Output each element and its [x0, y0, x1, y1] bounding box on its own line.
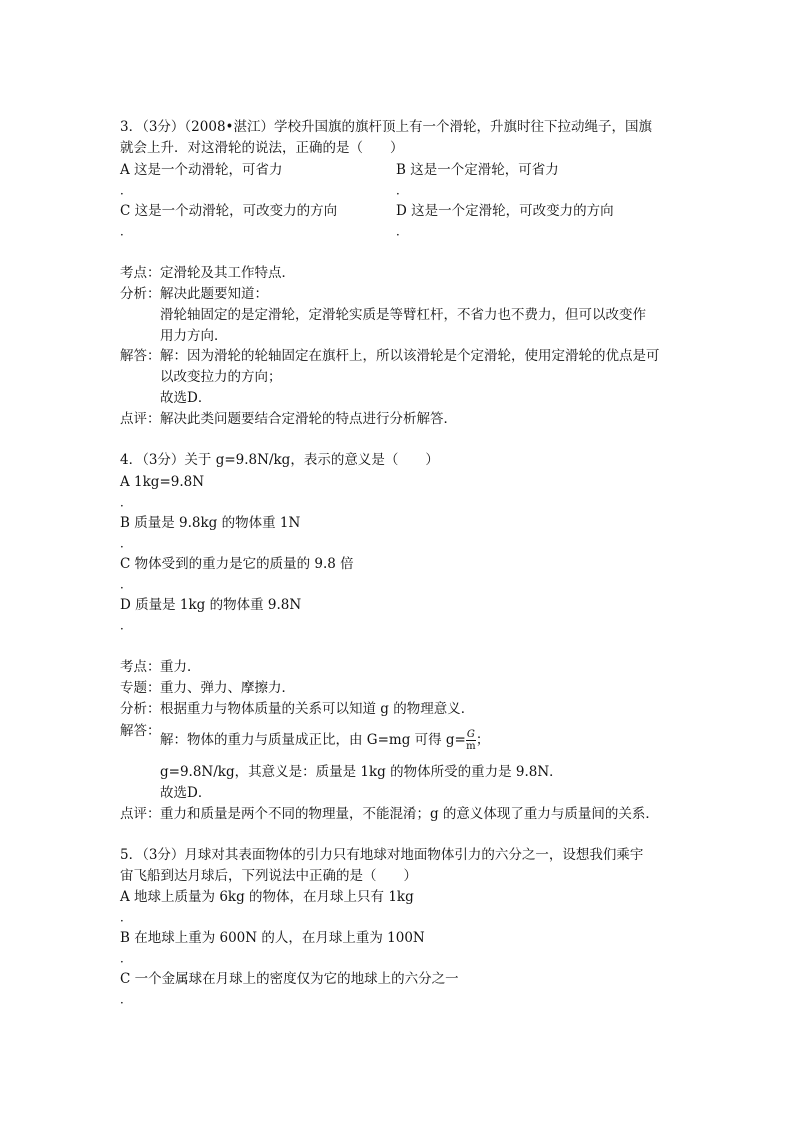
- q4-option-d-dot: ．: [120, 618, 133, 632]
- q4-option-c: C 物体受到的重力是它的质量的 9.8 倍: [120, 556, 354, 572]
- q3-fenxi-line3: 用力方向．: [160, 328, 228, 344]
- q4-option-c-dot: ．: [120, 577, 133, 591]
- q4-kaodian-text: 重力．: [160, 659, 201, 675]
- q4-option-a-dot: ．: [120, 495, 133, 509]
- q4-jieda-line1-suffix: ；: [475, 732, 490, 748]
- q3-option-d: D 这是一个定滑轮，可改变力的方向: [396, 203, 614, 219]
- g-fraction: [466, 729, 476, 752]
- q3-jieda-line1: 解：因为滑轮的轮轴固定在旗杆上，所以该滑轮是个定滑轮，使用定滑轮的优点是可: [160, 348, 660, 364]
- q3-option-b: B 这是一个定滑轮，可省力: [396, 162, 559, 178]
- q4-option-d: D 质量是 1kg 的物体重 9.8N: [120, 597, 302, 613]
- q4-dianping-text: 重力和质量是两个不同的物理量，不能混淆；g 的意义体现了重力与质量间的关系．: [160, 806, 659, 822]
- q4-kaodian-label: 考点：: [120, 659, 161, 675]
- q5-option-a-dot: ．: [120, 910, 133, 924]
- q3-jieda-line2: 以改变拉力的方向；: [160, 369, 282, 385]
- q4-zhuanti-label: 专题：: [120, 680, 161, 696]
- q3-dianping-label: 点评：: [120, 411, 161, 427]
- q5-option-c-dot: ．: [120, 992, 133, 1006]
- q4-fenxi-text: 根据重力与物体质量的关系可以知道 g 的物理意义．: [160, 701, 475, 717]
- q4-zhuanti-text: 重力、弹力、摩擦力．: [160, 680, 295, 696]
- q3-fenxi-label: 分析：: [120, 286, 161, 302]
- q3-stem-line1: 3．（3分）（2008•湛江）学校升国旗的旗杆顶上有一个滑轮，升旗时往下拉动绳子，国旗: [120, 119, 652, 135]
- q3-option-a: A 这是一个动滑轮，可省力: [120, 162, 283, 178]
- q3-kaodian-text: 定滑轮及其工作特点．: [160, 265, 295, 281]
- q4-dianping-label: 点评：: [120, 806, 161, 822]
- q4-fenxi-label: 分析：: [120, 701, 161, 717]
- q4-jieda-line1-prefix: 解：物体的重力与质量成正比，由 G=mg 可得 g=: [160, 732, 466, 748]
- q5-stem-line2: 宙飞船到达月球后，下列说法中正确的是（ ）: [120, 868, 417, 884]
- q4-jieda-line2: g=9.8N/kg，其意义是：质量是 1kg 的物体所受的重力是 9.8N．: [160, 764, 563, 780]
- q5-stem-line1: 5．（3分）月球对其表面物体的引力只有地球对地面物体引力的六分之一，设想我们乘宇: [120, 847, 644, 863]
- q3-dianping-text: 解决此类问题要结合定滑轮的特点进行分析解答．: [160, 411, 457, 427]
- q5-option-b-dot: ．: [120, 951, 133, 965]
- q4-stem: 4．（3分）关于 g=9.8N/kg，表示的意义是（ ）: [120, 452, 439, 468]
- q3-option-c: C 这是一个动滑轮，可改变力的方向: [120, 203, 338, 219]
- q5-option-c: C 一个金属球在月球上的密度仅为它的地球上的六分之一: [120, 971, 459, 987]
- q4-option-a: A 1kg=9.8N: [120, 474, 205, 490]
- g-fraction-denominator: m: [466, 741, 476, 752]
- q3-option-a-dot: ．: [120, 183, 133, 197]
- q3-option-b-dot: ．: [396, 183, 409, 197]
- q3-jieda-line3: 故选D．: [160, 390, 212, 406]
- q3-stem-line2: 就会上升．对这滑轮的说法，正确的是（ ）: [120, 140, 404, 156]
- q4-option-b-dot: ．: [120, 536, 133, 550]
- g-fraction-numerator: G: [466, 729, 475, 740]
- q3-option-d-dot: ．: [396, 224, 409, 238]
- q5-option-a: A 地球上质量为 6kg 的物体，在月球上只有 1kg: [120, 889, 414, 905]
- q3-fenxi-line2: 滑轮轴固定的是定滑轮，定滑轮实质是等臂杠杆，不省力也不费力，但可以改变作: [160, 307, 646, 323]
- q4-jieda-line1: [160, 729, 489, 752]
- q4-jieda-line3: 故选D．: [160, 785, 212, 801]
- q4-jieda-label: 解答：: [120, 723, 161, 739]
- q3-fenxi-line1: 解决此题要知道：: [160, 286, 268, 302]
- q4-option-b: B 质量是 9.8kg 的物体重 1N: [120, 515, 301, 531]
- q5-option-b: B 在地球上重为 600N 的人，在月球上重为 100N: [120, 930, 425, 946]
- q3-kaodian-label: 考点：: [120, 265, 161, 281]
- q3-jieda-label: 解答：: [120, 348, 161, 364]
- q3-option-c-dot: ．: [120, 224, 133, 238]
